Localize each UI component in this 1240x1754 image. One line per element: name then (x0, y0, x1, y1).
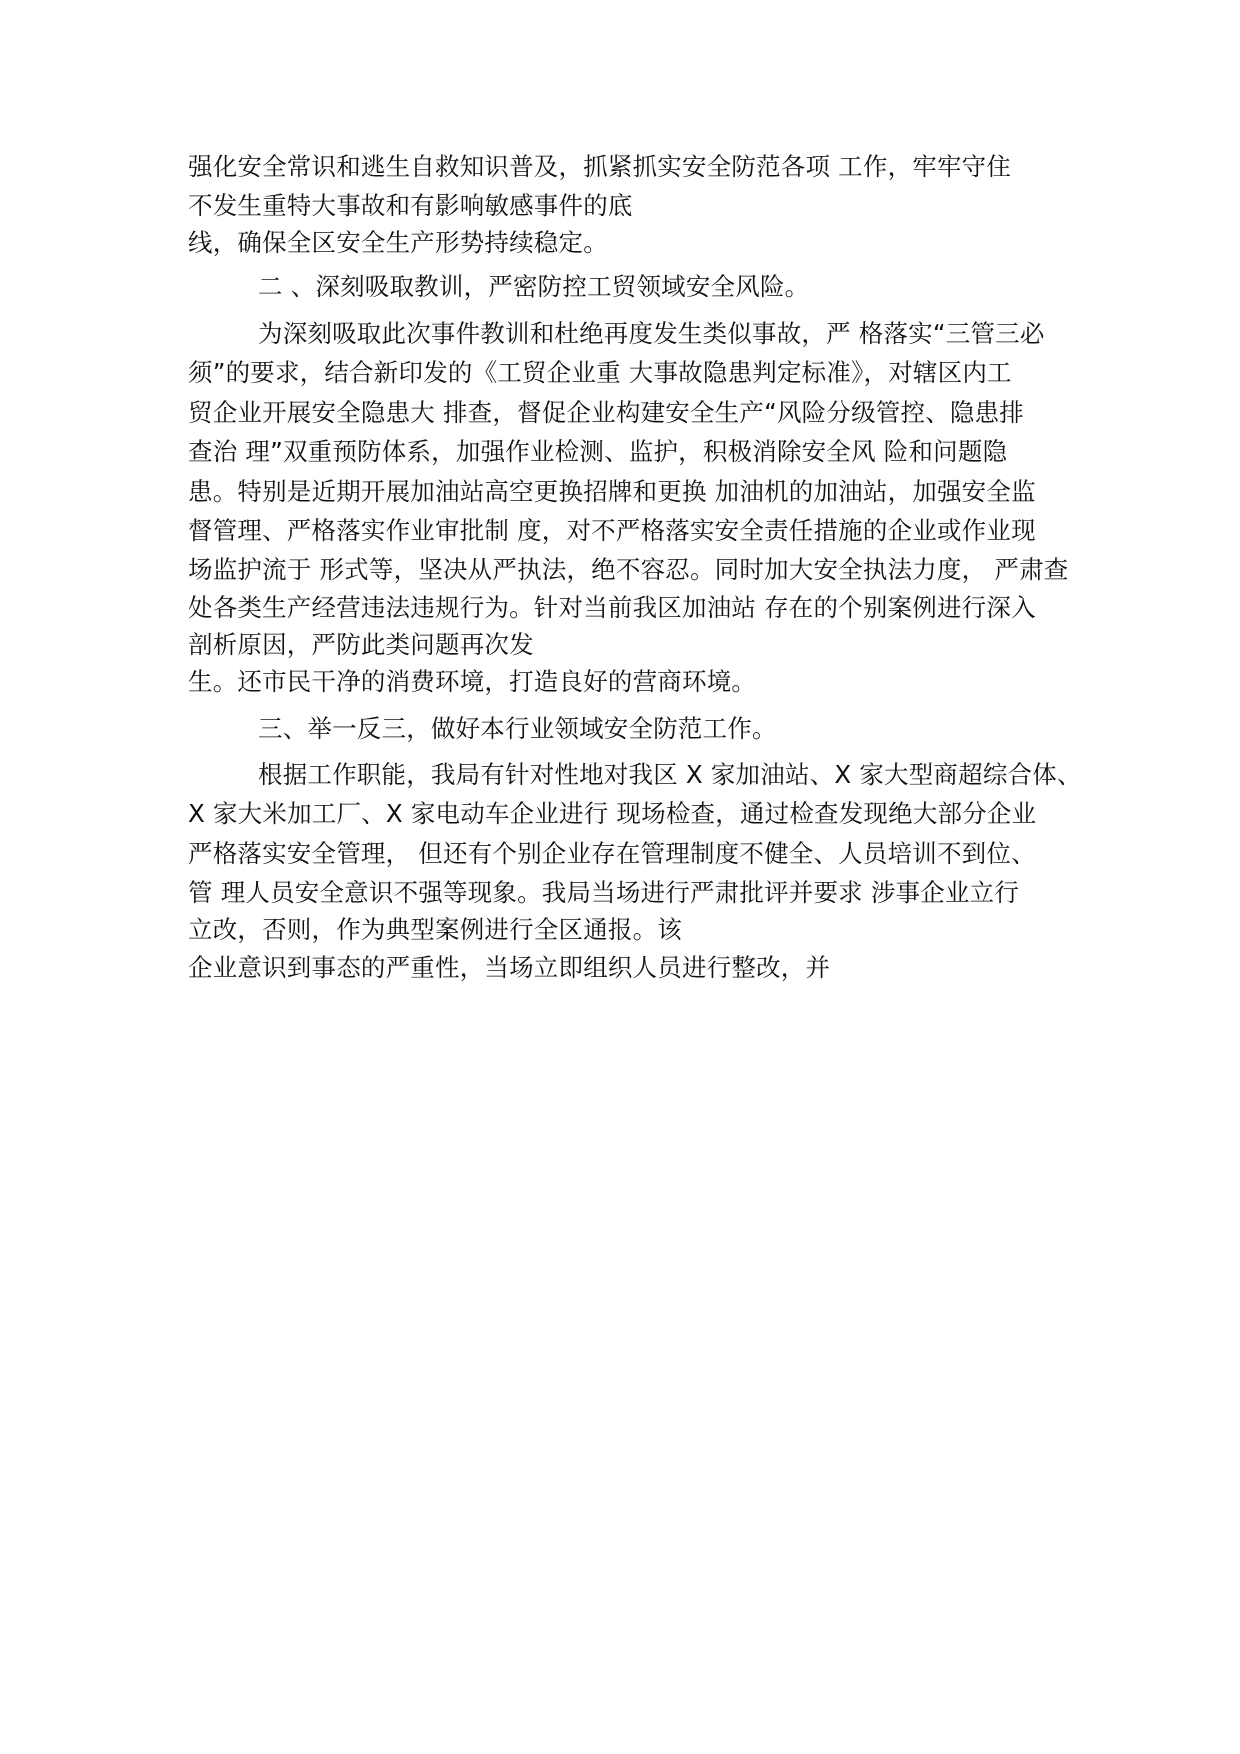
text-line: 根据工作职能，我局有针对性地对我区 X 家加油站、X 家大型商超综合体、 (258, 760, 1082, 789)
text-line: 贸企业开展安全隐患大 排查，督促企业构建安全生产“风险分级管控、隐患排 (188, 398, 1024, 427)
text-line: 管 理人员安全意识不强等现象。我局当场进行严肃批评并要求 涉事企业立行 (188, 878, 1020, 907)
text-line: 剖析原因，严防此类问题再次发 (188, 630, 534, 659)
text-line: X 家大米加工厂、X 家电动车企业进行 现场检查，通过检查发现绝大部分企业 (188, 799, 1037, 828)
text-line: 不发生重特大事故和有影响敏感事件的底 (188, 191, 633, 220)
text-line: 生。还市民干净的消费环境，打造良好的营商环境。 (188, 667, 757, 696)
text-line: 强化安全常识和逃生自救知识普及，抓紧抓实安全防范各项 工作，牢牢守住 (188, 152, 1012, 181)
text-line: 处各类生产经营违法违规行为。针对当前我区加油站 存在的个别案例进行深入 (188, 593, 1036, 622)
text-line: 患。特别是近期开展加油站高空更换招牌和更换 加油机的加油站，加强安全监 (188, 477, 1036, 506)
text-line: 立改，否则，作为典型案例进行全区通报。该 (188, 915, 682, 944)
text-line: 须”的要求，结合新印发的《工贸企业重 大事故隐患判定标准》，对辖区内工 (188, 358, 1012, 387)
text-line: 严格落实安全管理， 但还有个别企业存在管理制度不健全、人员培训不到位、 (188, 839, 1036, 868)
text-line: 场监护流于 形式等，坚决从严执法，绝不容忍。同时加大安全执法力度， 严肃查 (188, 555, 1069, 584)
text-line: 查治 理”双重预防体系，加强作业检测、监护，积极消除安全风 险和问题隐 (188, 437, 1008, 466)
text-line: 线，确保全区安全生产形势持续稳定。 (188, 228, 608, 257)
section-heading: 三、举一反三，做好本行业领域安全防范工作。 (258, 714, 777, 743)
text-line: 企业意识到事态的严重性，当场立即组织人员进行整改，并 (188, 953, 831, 982)
section-heading: 二 、深刻吸取教训，严密防控工贸领域安全风险。 (258, 272, 810, 301)
text-line: 督管理、严格落实作业审批制 度，对不严格落实安全责任措施的企业或作业现 (188, 516, 1036, 545)
text-line: 为深刻吸取此次事件教训和杜绝再度发生类似事故，严 格落实“三管三必 (258, 319, 1045, 348)
